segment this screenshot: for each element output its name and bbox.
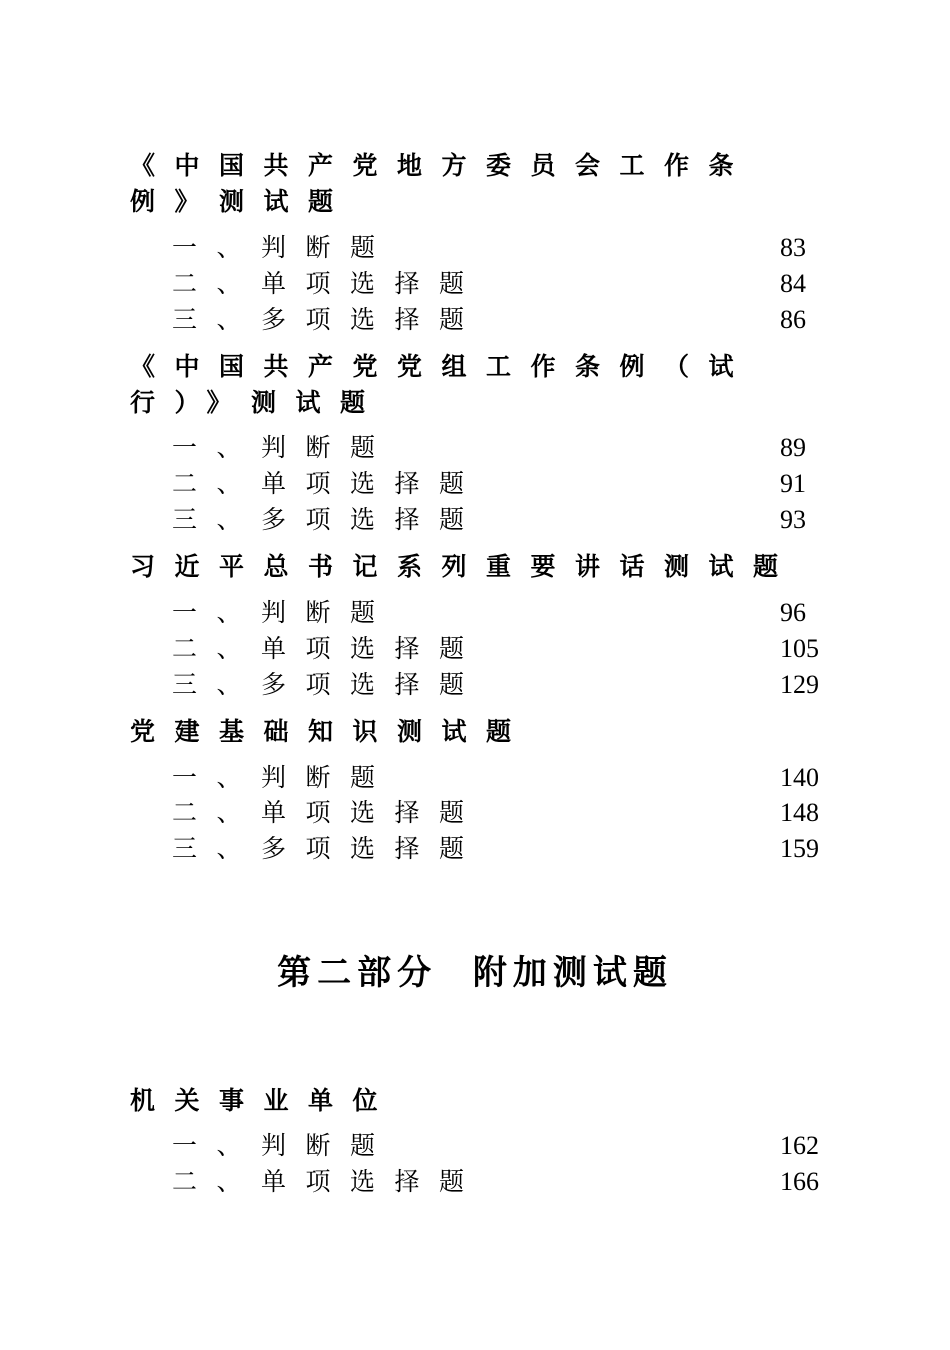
toc-entry (172, 795, 832, 831)
toc-entry-page: 140 (780, 763, 819, 792)
toc-entry-page: 105 (780, 634, 819, 663)
toc-entry-label: 三、多项选择题 (172, 670, 484, 699)
toc-entry-page: 93 (780, 505, 806, 534)
toc-entry-page: 148 (780, 798, 819, 827)
toc-entry (172, 1164, 832, 1200)
toc-entry-label: 一、判断题 (172, 598, 395, 627)
toc-entry-label: 一、判断题 (172, 233, 395, 262)
part-title: 第二部分 附加测试题 (277, 953, 673, 993)
section-heading: 党建基础知识测试题 (130, 717, 531, 746)
toc-entry (172, 667, 832, 703)
toc-entry (172, 831, 832, 867)
toc-entry-page: 86 (780, 305, 806, 334)
toc-entry-label: 三、多项选择题 (172, 305, 484, 334)
toc-entry-label: 一、判断题 (172, 433, 395, 462)
toc-entry (172, 430, 832, 466)
toc-entry-label: 二、单项选择题 (172, 1167, 484, 1196)
toc-entry (172, 1128, 832, 1164)
section-heading: 《中国共产党地方委员会工作条例》测试题 (130, 151, 754, 216)
toc-entry-page: 129 (780, 670, 819, 699)
toc-entry-label: 一、判断题 (172, 1131, 395, 1160)
toc-entry-label: 一、判断题 (172, 763, 395, 792)
section-heading: 习近平总书记系列重要讲话测试题 (130, 552, 798, 581)
toc-entry-page: 83 (780, 233, 806, 262)
toc-entry (172, 595, 832, 631)
toc-entry-page: 166 (780, 1167, 819, 1196)
toc-entry-label: 二、单项选择题 (172, 269, 484, 298)
toc-entry-page: 96 (780, 598, 806, 627)
toc-entry (172, 266, 832, 302)
toc-entry (172, 631, 832, 667)
toc-entry-label: 三、多项选择题 (172, 834, 484, 863)
toc-entry-label: 三、多项选择题 (172, 505, 484, 534)
toc-entry (172, 760, 832, 796)
toc-entry-page: 89 (780, 433, 806, 462)
toc-entry-label: 二、单项选择题 (172, 469, 484, 498)
toc-entry-page: 91 (780, 469, 806, 498)
section-heading: 机关事业单位 (130, 1086, 398, 1115)
toc-entry (172, 230, 832, 266)
toc-entry (172, 302, 832, 338)
toc-entry-label: 二、单项选择题 (172, 798, 484, 827)
toc-entry-page: 162 (780, 1131, 819, 1160)
toc-entry-label: 二、单项选择题 (172, 634, 484, 663)
toc-entry (172, 466, 832, 502)
toc-entry (172, 502, 832, 538)
section-heading: 《中国共产党党组工作条例（试行）》测试题 (130, 352, 754, 417)
toc-entry-page: 84 (780, 269, 806, 298)
toc-entry-page: 159 (780, 834, 819, 863)
